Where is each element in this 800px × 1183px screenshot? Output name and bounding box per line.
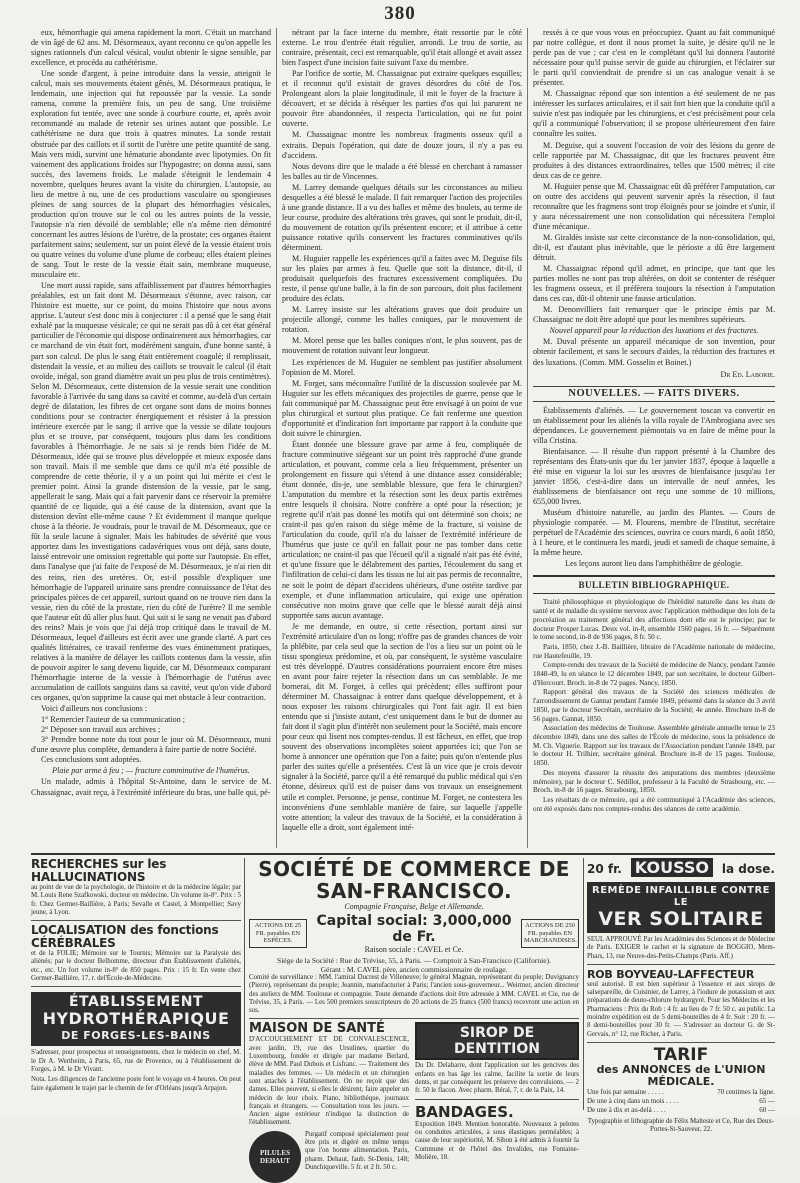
advertisements bbox=[31, 857, 775, 1171]
paragraph: M. Deguise, qui a souvent l'occasion de voir des lésions du genre de celle rapportée par M. Chassaignac, dit que les fractures peuvent être produites à des distances extraordinaires, telles que 1500 mètres; il cite deux cas de ce genre. bbox=[533, 140, 775, 180]
tarif-row bbox=[587, 1106, 775, 1115]
section-title-news: NOUVELLES. — FAITS DIVERS. bbox=[533, 386, 775, 402]
paragraph: ressés à ce que vous vous en préoccupiez. Quant au fait communiqué par notre collègue, et dont il nous promet la suite, je désire qu'il ne le perde pas de vue ; car c'est en le complétant qu'il lui donnera l'autorité nécessaire pour qu'il puisse servir de guide au chirurgien, et l'éclairer sur le parti qu'il conviendrait de prendre si un cas analogue venait à se présenter. bbox=[533, 28, 775, 88]
ad-hydro-line1: ÉTABLISSEMENT bbox=[68, 994, 204, 1011]
paragraph: M. Denonvilliers fait remarquer que le principe émis par M. Chassaignac ne doit être adopté que pour les membres supérieurs. bbox=[533, 305, 775, 325]
paragraph: eux, hémorrhagie qui amena rapidement la mort. C'était un marchand de vin âgé de 62 ans. M. Désormeaux, ayant reconnu ce qu'on appelle les signes rationnels d'un calcul vésical, voulut obtenir le signe sensible, par excellence, et procéda au cathétérisme. bbox=[31, 28, 271, 68]
paragraph: M. Morel pense que les balles coniques n'ont, le plus souvent, pas de mouvement de rotation suivant leur longueur. bbox=[282, 336, 522, 356]
paragraph: Je me demande, en outre, si cette résection, portant ainsi sur l'extrémité articulaire d'un os long; n'offre pas de grandes chances de voir la phlébite, par cela seul que la section de l'os a lieu sur un point où le tissu spongieux prédomine, et où, par conséquent, le système vasculaire est très développé. D'autres considérations pourraient encore être mises en avant pour faire rejeter la résection dans un cas semblable. Je me bornerai, dit M. Forget, à celles qui précèdent; elles suffiront pour déterminer M. Chassaignac à entrer dans quelque développement, et à nous exposer les raisons chirurgicales qui l'ont fait agir. Il est bien entendu que si j'insiste autant, c'est uniquement dans le but de donner au fait dont il s'agit plus d'intérêt non seulement pour la Société, mais encore pour ceux qui lisent nos comptes-rendus. Il est fâcheux, en effet, que trop souvent des observations incomplètes soient apportées ici; que l'on se borne à annoncer une opération que l'on a faite; puis qu'on n'entende plus parler des suites qu'elle a présentées. C'est là un vice que je crois devoir signaler à la Société, parce qu'il a été remarqué du public médical qui s'en étonne, désireux qu'il est de puiser dans vos travaux un enseignement utile et complet. Personne, je pense, continue M. Forget, ne contestera les inconvéniens d'une semblable manière de faire, sur laquelle j'appelle votre attention; la valeur des travaux de la Société, et la considération à laquelle elle a droit, sont également inté- bbox=[282, 621, 522, 832]
list-item: 3° Prendre bonne note du tout pour le jour où M. Désormeaux, muni d'une œuvre plus complète, demandera à faire partie de notre Société. bbox=[31, 735, 271, 755]
signature: Dr Ed. Laborie. bbox=[720, 369, 775, 379]
ad-sf-gerant: Gérant : M. CAVEL père, ancien commissionnaire de roulage. bbox=[320, 965, 508, 974]
ad-sf-sub: Compagnie Française, Belge et Allemande. bbox=[344, 902, 484, 911]
ad-kousso-text: SEUL APPROUVÉ Par les Académies des Sciences et de Médecine de Paris. EXIGER le cachet et la signature de BOGGIO, Mem-Phars, 13, rue Neuve-des-Petits-Champs (Paris. Aff.) bbox=[587, 936, 775, 960]
paragraph: Voici d'ailleurs nos conclusions : bbox=[41, 704, 148, 714]
ad-sf-raison: Raison sociale : CAVEL et Ce. bbox=[364, 945, 464, 954]
paragraph: M. Huguier rappelle les expériences qu'il a faites avec M. Deguise fils sur les plaies par armes à feu. Quelle que soit la distance, dit-il, il produisait quelquefois des fractures excessivement compliquées. Du reste, il pense qu'une balle, à la fin de son parcours, doit plus facilement produire des éclats. bbox=[282, 254, 522, 304]
subheading: Plaie par arme à feu ; — fracture comminutive de l'humérus. bbox=[52, 766, 250, 776]
ad-kousso-dose: la dose. bbox=[721, 862, 775, 876]
tarif-value: 60 — bbox=[759, 1105, 775, 1114]
pilules-seal-icon: PILULES DEHAUT bbox=[249, 1131, 301, 1183]
paragraph: M. Giraldès insiste sur cette circonstance de la non-consolidation, qui, dit-il, est d'autant plus inévitable, que le périoste a dû être largement détruit. bbox=[533, 232, 775, 263]
ad-sf-left-box: ACTIONS DE 25 FR. payables EN ESPÈCES. bbox=[249, 919, 307, 948]
ad-maison-title: MAISON DE SANTÉ bbox=[249, 1021, 385, 1037]
ad-kousso-line1: REMÈDE INFAILLIBLE CONTRE LE bbox=[592, 885, 770, 908]
ad-purgatif-text: Purgatif composé spécialement pour être pris et digéré en même temps que l'on bonne alimentation. Paris, pharm. Dehaut, faub. St-Denis, 148; Dunchiqueville. 5 fr. et 2 fr. 50 c. bbox=[305, 1130, 409, 1171]
paragraph: Les leçons auront lieu dans l'amphithéâtre de géologie. bbox=[565, 559, 743, 569]
paragraph: Établissements d'aliénés. — Le gouvernement toscan va convertir en un établissement pour les aliénés la villa royale de l'Ambrogiana avec ses dépendances. Le gouvernement piémontais va en faire de même pour la villa Cristina. bbox=[533, 405, 775, 445]
ad-sf-right-box: ACTIONS DE 250 FR. payables EN MARCHANDISES. bbox=[521, 919, 579, 948]
tarif-value: 65 — bbox=[759, 1096, 775, 1105]
ads-center bbox=[249, 857, 579, 1171]
paragraph: Un malade, admis à l'hôpital St-Antoine, dans le service de M. Chassaignac, avait reçu, à l'extrémité inférieure du bras, une balle qui, pé- bbox=[31, 777, 271, 797]
ad-hallucinations-text: au point de vue de la psychologie, de l'histoire et de la médecine légale; par M. Louis Rene Szafkowski, docteur en médecine. Un volume in-8°. Prix : 5 fr. Chez Germer-Baillière, à Paris; Sevalle et Castel, à Montpellier; Savy jeune, à Lyon. bbox=[31, 884, 241, 916]
ads-right bbox=[587, 858, 775, 1134]
paragraph: nétrant par la face interne du membre, était ressortie par le côté externe. Le trou d'entrée était régulier, arrondi. Le trou de sortie, au contraire, présentait, ceci est remarquable, qu'il était allongé et avait assez bien l'aspect d'une incision faite suivant l'axe du membre. bbox=[282, 28, 522, 68]
ad-divider bbox=[583, 858, 584, 1110]
ad-localisation-text: et de la FOLIE; Mémoire sur le Tournis; Mémoire sur la Paralysie des aliénés; par le docteur Belhomme, directeur d'un Établissement d'aliénés, etc., etc. Un fort volume in-8° de 850 pages. Prix : 15 fr. En vente chez Germer-Baillière, 17, r. del'École-de-Médecine. bbox=[31, 950, 241, 983]
ad-maison-text: D'ACCOUCHEMENT ET DE CONVALESCENCE, avec jardin, 19, rue des Ursulines, quartier du Luxembourg, fondée et dirigée par madame Berlard, élève de MM. Paul Dubois et Lisfranc. — Traitement des maladies des femmes. — Un médecin et un chirurgien sont attachés à l'établissement. On ne reçoit que des dames. Elles peuvent, si elles le désirent, faire appeler un médecin de leur choix. Piano, bibliothèque, journaux français et étrangers. — Consultation tous les jours. — Ancien aigne extérieur n'indique la distinction de l'établissement. bbox=[249, 1036, 409, 1127]
paragraph: M. Larrey insiste sur les altérations graves que doit produire un projectile allongé, comme les balles coniques, par le mouvement de rotation. bbox=[282, 305, 522, 335]
page-number: 380 bbox=[384, 3, 416, 24]
paragraph: M. Huguier pense que M. Chassaignac eût dû préférer l'amputation, car on outre des accidens qui peuvent survenir après la résection, il faut reconnaître que les fragmens sont trop éloignés pour se joindre et s'unir, il y aura nécessairement une non consolidation qui nécessitera l'emploi d'une mécanique. bbox=[533, 181, 775, 231]
subheading: Nouvel appareil pour la réduction des luxations et des fractures. bbox=[549, 326, 759, 336]
ad-sf-capital: Capital social: 3,000,000 de Fr. bbox=[316, 913, 512, 945]
column-1 bbox=[31, 28, 271, 848]
bib-entry: Association des médecins de Toulouse. Assemblée générale annuelle tenue le 23 décembre 1849, dans une des salles de l'École de médecine, sous la présidence de M. Ch. Viguerie. Rapport sur les travaux de l'Association pendant l'année 1849, par le docteur H. Trilhier, secrétaire général. Brochure in-8 de 15 pages. Toulouse, 1850. bbox=[533, 724, 775, 768]
bib-entry: Paris, 1850, chez J.-B. Baillière, libraire de l'Académie nationale de médecine, rue Hautefeuille, 19. bbox=[533, 642, 775, 660]
paragraph: M. Forget, sans méconnaître l'utilité de la discussion soulevée par M. Huguier sur les effets mécaniques des projectiles de guerre, pense que le fait communiqué par M. Chassaignac peut être envisagé à un point de vue plus chirurgical et surtout plus pratique. Ce fait renferme une question d'opportunité et d'indication fort importante par rapport à la conduite que doit suivre le chirurgien. bbox=[282, 378, 522, 438]
bib-entry: Traité philosophique et physiologique de l'hérédité naturelle dans les états de santé et de maladie du système nerveux avec l'application méthodique des lois de la procréation au traitement général des affections dont elle est le principe; par le docteur Prosper Lucas. Deux vol. in-8, ensemble 1560 pages, 16 fr. — Séparément le tome second, in-8 de 936 pages, 8 fr. 50 c. bbox=[533, 598, 775, 642]
paragraph: M. Chassaignac répond qu'il admet, en principe, que tant que les parties molles ne sont pas trop altérées, on doit se contenter de réséquer les fragmens osseux, et il préfèrera toujours la résection à l'amputation dans ces cas, dût-il obtenir une fausse articulation. bbox=[533, 264, 775, 304]
section-title-bulletin: BULLETIN BIBLIOGRAPHIQUE. bbox=[533, 575, 775, 594]
paragraph: Les expériences de M. Huguier ne semblent pas justifier absolument l'opinion de M. Morel. bbox=[282, 357, 522, 377]
ads-left bbox=[31, 858, 241, 1110]
ad-hydro-box bbox=[31, 992, 241, 1046]
column-divider bbox=[276, 28, 277, 848]
tarif-label: Une fois par semaine . . . . . bbox=[587, 1087, 664, 1096]
ad-sf-siege: Siége de la Société : Rue de Trévise, 55, à Paris. — Comptoir à San-Francisco (Californie). bbox=[277, 956, 551, 965]
bib-entry: Les résultats de ce mémoire, qui a été communiqué à l'Académie des sciences, ont été exposés dans nos comptes-rendus des séances de cette académie. bbox=[533, 795, 775, 813]
paragraph: Par l'orifice de sortie, M. Chassaignac put extraire quelques esquilles; et il reconnut qu'il existait de graves désordres du côté de l'os. Prolongeant alors la plaie longitudinale, il mit le foyer de la fracture à découvert, et se décida à réséquer les parties d'os qui lui parurent ne pouvoir être abandonnées, il respecta l'articulation, qui ne fut point ouverte. bbox=[282, 69, 522, 129]
ad-rob-text: seul autorisé. Il est bien supérieur à l'essence et aux sirops de salsepareille, de Cuisinier, de Larrey, à l'iodure de potassium et aux préparations de deuto-chlorure hydrargyré. Pour les Médecins et les Pharmaciens : Prix du Rob : 4 fr. au lieu de 7 fr. 50 c. au public. La moindre expédition est de 5 demi-bouteilles de 4 fr. Soit : 20 fr. — 8 demi-bouteilles pour 30 fr. — S'adresser au docteur G. de St-Gervais, n° 12, rue Richer, à Paris. bbox=[587, 980, 775, 1038]
column-divider bbox=[527, 28, 528, 848]
ad-kousso-line2: VER SOLITAIRE bbox=[598, 908, 764, 930]
bib-entry: Compte-rendu des travaux de la Société de médecine de Nancy, pendant l'année 1848-49, lu en séance le 12 décembre 1849, par son secrétaire, le docteur Gilbert-d'Hercourt. Broch. in-8 de 72 pages. Nancy, 1850. bbox=[533, 661, 775, 687]
ad-kousso-brand: KOUSSO bbox=[631, 858, 713, 877]
paragraph: Muséum d'histoire naturelle, au jardin des Plantes. — Cours de physiologie comparée. — M. Flourens, membre de l'Institut, secrétaire perpétuel de l'Académie des sciences, ouvrira ce cours mardi, 6 août 1850, à 1 heure, et le continuera les mardi, jeudi et samedi de chaque semaine, à la même heure. bbox=[533, 508, 775, 558]
paragraph: Étant donnée une blessure grave par arme à feu, compliquée de fracture comminutive siégeant sur un point très rapproché d'une grande articulation, et pouvant, comme cela a lieu fréquemment, présenter un prolongement en fissure qui s'étend à une distance assez considérable; étant donnée, dis-je, une semblable blessure, que fera le chirurgien? L'amputation du membre et la résection sont les deux partis extrêmes entre lesquels il choisira. Notre confrère a opté pour la résection; je regrette qu'il n'ait pas donné les motifs qui ont déterminé son choix; ne craint-il pas qu'en raison du siège même de la fracture, si voisine de l'articulation du coude, qu'il n'a du laisser de l'extrémité inférieure de l'humérus que juste ce qu'il en fallait pour ne pas tomber dans cette articulation; ne craint-il pas que l'écueil qu'il a signalé n'ait pas été évité, et qu'une fissure que le délabrement des parties, l'écoulement du sang et l'infiltration de celui-ci dans les tissus ne lui ait pas permis de reconnaître, ne soit le point de départ d'accidens ultérieurs, d'une ostéite tardive par exemple, et d'une inflammation articulaire, qui exige une opération consécutive non moins grave que celle que le blessé aurait déjà ainsi supportée sans aucun avantage. bbox=[282, 439, 522, 620]
paragraph: M. Chassaignac répond que son intention a été seulement de ne pas intéresser les surfaces articulaires, et il sait fort bien que la conduite qu'il a suivie n'est pas indiquée par les chirurgiens, et c'est précisément pour cela qu'il a communiqué l'observation; il se propose ultérieurement d'en faire connaître les suites. bbox=[533, 89, 775, 139]
ad-sf-text: Comité de surveillance : MM. l'amiral Ducrest de Villeneuve; le général Magnan, représentant du peuple; Duvignancy (Pierre), représentant du peuple; Jeannin, manufacturier à Paris; l'ancien sous-gouverneur... Weirmer, ancien directeur des ateliers de MM. Toulouse et compagnie. Toute demande d'actions doit être adressée à MM. CAVEL et Cie, rue de Trévise, 35, à Paris. — Les 500 premiers souscripteurs de 20 actions de 25 francs (500 francs) recevront une action en sus. bbox=[249, 974, 579, 1015]
ad-kousso-price: 20 fr. bbox=[587, 862, 622, 876]
column-3 bbox=[533, 28, 775, 848]
paragraph: M. Duval présente un appareil mécanique de son invention, pour obtenir facilement, et sans le secours d'aides, la réduction des fractures et des luxations. (Comm. MM. Gosselin et Boinet.) bbox=[533, 337, 775, 367]
bib-entry: Des moyens d'assurer la réussite des amputations des membres (deuxième mémoire), par le docteur C. Sédillot, professeur à la Faculté de Strasbourg, etc. — Broch. in-8 de 16 pages. Strasbourg, 1850. bbox=[533, 768, 775, 795]
tarif-value: 70 centimes la ligne. bbox=[717, 1087, 775, 1096]
tarif-row bbox=[587, 1097, 775, 1106]
ads-divider bbox=[31, 853, 775, 855]
ad-tarif-foot: Typographie et lithographie de Félix Malteste et Ce, Rue des Deux-Portes-St-Sauveur, 22. bbox=[587, 1117, 775, 1134]
ad-hydro-text: S'adresser, pour prospectus et renseignements, chez le médecin en chef, M. le Dr A. Wertheim, à Paris, 65, rue de Provence, ou à l'établissement de Forges, à M. le Dr Vivant. bbox=[31, 1049, 241, 1073]
ad-localisation-title: LOCALISATION des fonctions CÉRÉBRALES bbox=[31, 923, 219, 951]
ad-bandages-title: BANDAGES. bbox=[415, 1102, 514, 1121]
paragraph: Nous devons dire que le malade a été blessé en cherchant à ramasser les balles au tir de Vincennes. bbox=[282, 161, 522, 181]
paragraph: Une sonde d'argent, à peine introduite dans la vessie, atteignit le calcul, mais ses mouvements étaient gênés, M. Désormeaux pratiqua, le lendemain, une injection qui fut repoussée par la vessie. La sonde ramena, comme la première fois, un peu de sang. Une troisième exploration fut tentée, avec une sonde à courbure courte, et, après avoir recommandé au malade de retenir ses urines autant que possible. Le cathétérisme ne dura que trois à quatres minutes. La sonde restait obstruée par des caillots et il sortit de l'urètre une petite quantité de sang. Mais vers midi, survint une hématurie abondante avec lipotymies. On fit vainement des applications froides sur l'hypogastre; on donna aussi, sans succès, des lavemens froids. Le malade s'éteignit le lendemain 4 novembre, quelques heures avant la visite du chirurgien. L'autopsie, au lieu de mettre à nu, une de ces productions vasculaire ou spongieuses pleines de sang sources de la plupart des hémorrhagies vésicales, production qu'on trouve sur le col ou les autres points de la vessie, l'autopsie n'a rien dévoilé de semblable; elle n'a même rien démontré concernant les autres lésions de l'urètre, de la prostate; ces organes étaient parfaitement sains; seulement, sur un point élevé de la vessie étaient trois ou quatre veines du volume d'une plume de corbeau; elles étaient pleines de sang. Tout le reste de la vessie était sain, membrane muqueuse, musculaire etc. bbox=[31, 69, 271, 280]
paragraph: Ces conclusions sont adoptées. bbox=[41, 755, 142, 765]
paragraph: Bienfaisance. — Il résulte d'un rapport présenté à la Chambre des représentans des États-unis que du 1er janvier 1837, époque à laquelle a été mise en vigueur la loi sur les œuvres de bienfaisance jusqu'au 1er janvier 1856, c'est-à-dire dans un intervalle de neuf années, les établissemens de bienfaisance ont reçu une somme de 10 millions, 655,000 livres. bbox=[533, 446, 775, 507]
ad-sirop-text: Du Dr. Delabarre, dont l'application sur les gencives des enfants en bas âge les calme, facilite la sortie de leurs dents, et par conséquent les préserve des convulsions. — 2 fr. 50 le flacon. Avec pharm. Béral, 7, r. de la Paix, 14. bbox=[415, 1062, 579, 1095]
tarif-label: De une à dix et au-delà . . . . bbox=[587, 1105, 666, 1114]
list-item: 2° Déposer son travail aux archives ; bbox=[41, 725, 161, 735]
paragraph: M. Chassaignac montre les nombreux fragments osseux qu'il a extraits. Depuis l'opération, qui date de douze jours, il n'y a pas eu d'accidens. bbox=[282, 130, 522, 160]
ad-kousso-box bbox=[587, 882, 775, 933]
paragraph: M. Larrey demande quelques détails sur les circonstances au milieu desquelles a été blessé le malade. Il fait remarquer l'action des projectiles à une grande distance. Il a vu des balles et même des boulets, au terme de leur course, produire des altérations très graves, qui sont le produit, dit-il, du mouvement de rotation qu'ils présentent encore; et il attribue à cette puissance rotative qu'ils conservent les fractures comminutives qu'ils déterminent. bbox=[282, 182, 522, 252]
tarif-row bbox=[587, 1088, 775, 1097]
ad-sirop-title: SIROP DE DENTITION bbox=[415, 1022, 579, 1060]
bib-entry: Rapport général des travaux de la Société des sciences médicales de l'arrondissement de Gannat pendant l'année 1849, présenté dans la séance du 3 avril 1850, par le docteur Secrétain, secrétaire de la Société; 4e année. Brochure in-8 de 56 pages. Gannat, 1850. bbox=[533, 688, 775, 723]
ad-hydro-line3: DE FORGES-LES-BAINS bbox=[61, 1029, 211, 1043]
ad-tarif-title: TARIF bbox=[653, 1044, 709, 1065]
ad-hallucinations-title: RECHERCHES sur les HALLUCINATIONS bbox=[31, 857, 167, 884]
paragraph: Une mort aussi rapide, sans affaiblissement par d'autres hémorrhagies préalables, est un fait dont M. Désormeaux s'étonne, avec raison, car l'histoire est muette, sur ce point, du moins l'histoire que nous avons apprise. L'auteur s'est donc mis à conjecturer : il a pensé que le sang était exhalé par la muqueuse vésicale; ce qui ne serait pas dû à cet état général particulier de l'économie qui dispose ordinairement aux hémorrhagies, car ce marchand de vin était fort, modérément sanguin, d'une bonne santé, à part son calcul. De plus le sang était entièrement coagulé; il remplissait, distendait la vessie, et au milieu des caillots se trouvait le calcul (il était ovoïde, inégal, son grand diamètre avait un peu plus de trois centimètres). Selon M. Désormeaux, cette distension de la vessie serait une condition favorable à l'arrivée du sang dans sa cavité et comme, au-delà d'un certain degré de dilatation, les fibres de cet organe sont dans de moins bonnes conditions pour se contracter énergiquement et résister à la pression intérieure exercée par le sang; il arrive que la vessie se dilate toujours plus et se trouve, par conséquent, toujours plus dans les conditions favorables à l'hémorrhagie. Je ne sais si je rends bien l'idée de M. Désormeaux, idée qui se trouve plus développée et mieux exposée dans son travail. Mais il me semble que dans ce qu'il m'a été possible de comprendre de cette théorie, il y a un point qui lui mérite et c'est le premier point. Ainsi la grande distension de la vessie, par le sang, appellerait le sang. Mais qui a fait parvenir dans ce réservoir la première quantité de ce liquide, qui a été cause de la distension, avant que la distension devînt elle-même cause ? Et évidemment il manque quelque chose à la théorie. Je voudrais, pour le travail de M. Désormeaux, que ce fût la seule lacune à signaler. Mais les habitudes de sévérité que vous apportez dans les investigations cadavériques vous ont déjà, sans doute, laissé entrevoir une omission regrettable qui porte sur l'autopsie. En effet, dans l'analyse que j'ai faite de l'exposé de M. Désormeaux, je n'ai rien dit des reins, rien des uretères. Or, est-il possible d'expliquer une hémorrhagie de l'appareil urinaire sans prendre connaissance de l'état des principales pièces de cet appareil, surtout quand on ne trouve rien dans la vessie, rien du côté de la prostate, rien du côté de l'urètre? Il me semble que l'auteur eût dû aller plus haut. Qui sait si le sang ne venait pas d'abord des reins? Mais je vois que j'ai déjà trop critiqué dans le travail de M. Désormeaux, lequel d'ailleurs est écrit avec une grande clarté. A part ces qualités littéraires, ce travail renferme des vues éminemment pratiques, relatives à la manière de délayer les caillots contenus dans la vessie, afin de pouvoir aspirer le sang devenu liquide, car M. Désormeaux comparant l'hémorrhagie interne de la vessie à l'hémorrhagie de l'utérus avec accumulation de caillots sanguins dans sa cavité, veut qu'on vide d'abord ces organes, qu'on supprime la cause qui met obstacle à leur contraction. bbox=[31, 281, 271, 703]
ad-sf-title: SOCIÉTÉ DE COMMERCE DE SAN-FRANCISCO. bbox=[258, 857, 570, 903]
column-2 bbox=[282, 28, 522, 848]
tarif-label: De une à cinq dans un mois . . . . bbox=[587, 1096, 679, 1105]
ad-divider bbox=[244, 858, 245, 1110]
conclusions-list bbox=[31, 715, 271, 755]
list-item: 1° Remercier l'auteur de sa communication ; bbox=[41, 715, 186, 725]
ad-bandages-text: Exposition 1849. Mention honorable. Nouveaux à pelotes ou conduites articulées, à sous élastiques perméables; à cause de leur supériorité, M. Sibon à été admis à fournir la Commune et de l'hôtel des Invalides, rue Fontaine-Molière, 18. bbox=[415, 1120, 579, 1161]
ad-rob-title: ROB BOYVEAU-LAFFECTEUR bbox=[587, 967, 755, 981]
ad-tarif-sub: des ANNONCES de L'UNION MÉDICALE. bbox=[596, 1062, 766, 1088]
ad-hydro-line2: HYDROTHÉRAPIQUE bbox=[42, 1009, 230, 1029]
ad-hydro-nota: Nota. Les diligences de l'ancienne poste font le voyage en 4 heures. On peut faire également le trajet par le chemin de fer d'Orléans jusqu'à Arpajon. bbox=[31, 1076, 241, 1092]
